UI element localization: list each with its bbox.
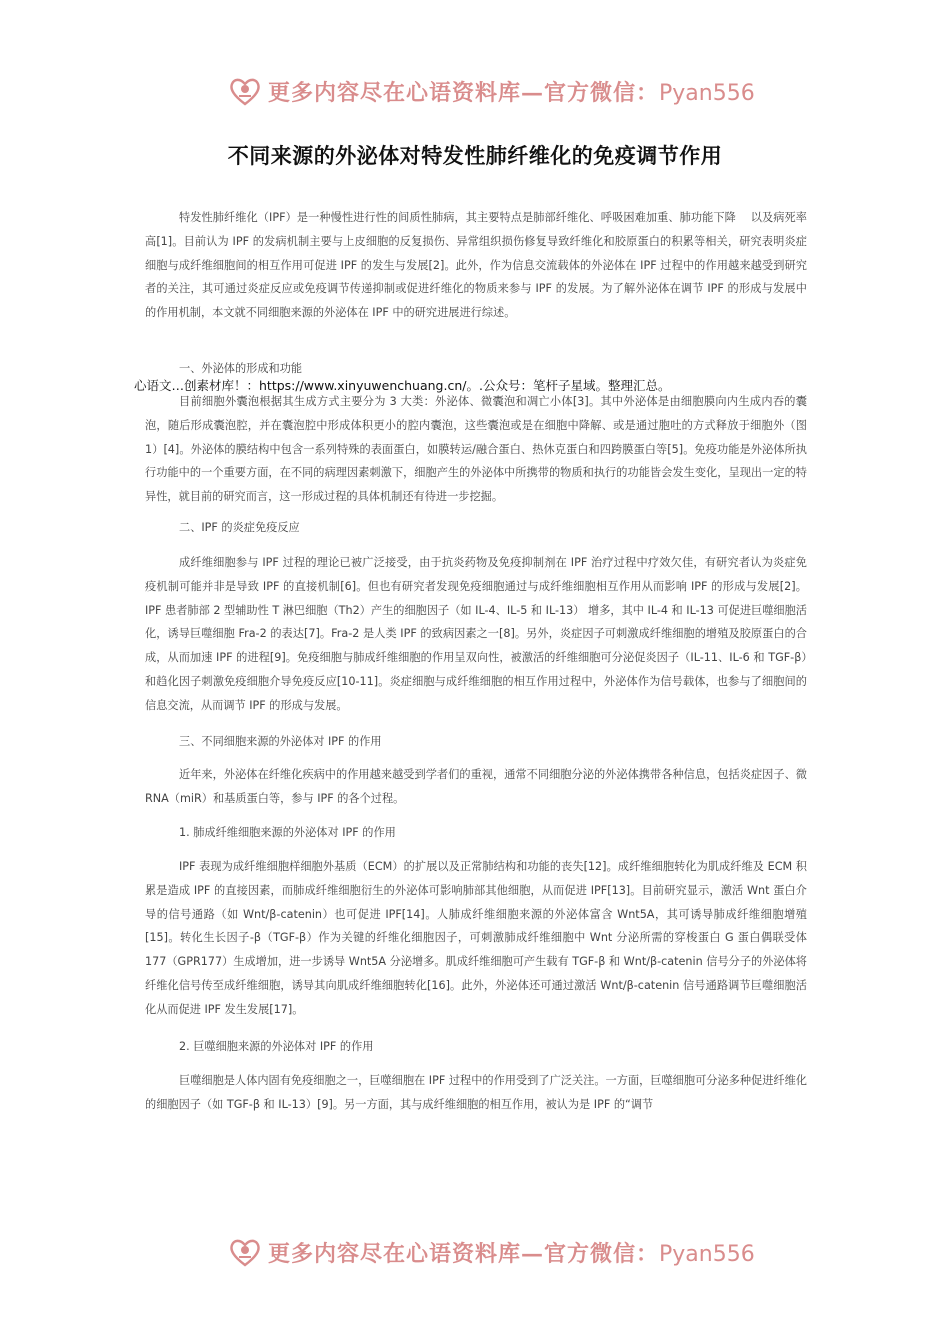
subsection-heading-1: 1. 肺成纤维细胞来源的外泌体对 IPF 的作用 <box>179 826 396 839</box>
subsection-2-paragraph: 巨噬细胞是人体内固有免疫细胞之一，巨噬细胞在 IPF 过程中的作用受到了广泛关注。一方面，巨噬细胞可分泌多种促进纤维化的细胞因子（如 TGF-β 和 IL-13）[9]。另一方面，其与成纤维细胞的相互作用，被认为是 IPF 的“调节 <box>145 1074 807 1111</box>
footer-banner <box>0 1233 950 1273</box>
section-1-paragraph: 目前细胞外囊泡根据其生成方式主要分为 3 大类：外泌体、微囊泡和凋亡小体[3]。其中外泌体是由细胞膜向内生成内吞的囊泡，随后形成囊泡腔，并在囊泡腔中形成体积更小的腔内囊泡，这些囊泡或是在细胞中降解、或是通过胞吐的方式释放于细胞外（图 1）[4]。外泌体的膜结构中包含一系列特殊的表面蛋白，如膜转运/融合蛋白、热休克蛋白和四跨膜蛋白等[5]。免疫功能是外泌体所执行功能中的一个重要方面，在不同的病理因素刺激下，细胞产生的外泌体中所携带的物质和执行的功能皆会发生变化，呈现出一定的特异性，就目前的研究而言，这一形成过程的具体机制还有待进一步挖掘。 <box>145 395 807 504</box>
wechat-id: Pyan556 <box>659 81 755 106</box>
section-heading-2: 二、IPF 的炎症免疫反应 <box>179 521 300 534</box>
header-banner <box>0 72 950 112</box>
section-2-paragraph: 成纤维细胞参与 IPF 过程的理论已被广泛接受，由于抗炎药物及免疫抑制剂在 IPF 治疗过程中疗效欠佳，有研究者认为炎症免疫机制可能并非是导致 IPF 的直接机制[6]。但也有研究者发现免疫细胞通过与成纤维细胞相互作用从而影响 IPF 的形成与发展[2]。IPF 患者肺部 2 型辅助性 T 淋巴细胞（Th2）产生的细胞因子（如 IL-4、IL-5 和 IL-13） 增多，其中 IL-4 和 IL-13 可促进巨噬细胞活化，诱导巨噬细胞 Fra-2 的表达[7]。Fra-2 是人类 IPF 的致病因素之一[8]。另外，炎症因子可刺激成纤维细胞的增殖及胶原蛋白的合成，从而加速 IPF 的进程[9]。免疫细胞与肺成纤维细胞的作用呈双向性，被激活的纤维细胞可分泌促炎因子（IL-11、IL-6 和 TGF-β）和趋化因子刺激免疫细胞介导免疫反应[10-11]。炎症细胞与成纤维细胞的相互作用过程中，外泌体作为信号载体，也参与了细胞间的信息交流，从而调节 IPF 的形成与发展。 <box>145 556 807 712</box>
section-heading-3: 三、不同细胞来源的外泌体对 IPF 的作用 <box>179 735 382 748</box>
intro-paragraph: 特发性肺纤维化（IPF）是一种慢性进行性的间质性肺病，其主要特点是肺部纤维化、呼吸困难加重、肺功能下降 以及病死率高[1]。目前认为 IPF 的发病机制主要与上皮细胞的反复损伤、异常组织损伤修复导致纤维化和胶原蛋白的积累等相关，研究表明炎症细胞与成纤维细胞间的相互作用可促进 IPF 的发生与发展[2]。此外，作为信息交流载体的外泌体在 IPF 过程中的作用越来越受到研究者的关注，其可通过炎症反应或免疫调节传递抑制或促进纤维化的物质来参与 IPF 的发展。为了解外泌体在调节 IPF 的形成与发展中的作用机制，本文就不同细胞来源的外泌体在 IPF 中的研究进展进行综述。 <box>145 211 807 320</box>
wechat-id: Pyan556 <box>659 1242 755 1267</box>
subsection-1-paragraph: IPF 表现为成纤维细胞样细胞外基质（ECM）的扩展以及正常肺结构和功能的丧失[12]。成纤维细胞转化为肌成纤维及 ECM 积累是造成 IPF 的直接因素，而肺成纤维细胞衍生的外泌体可影响肺部其他细胞，从而促进 IPF[13]。目前研究显示，激活 Wnt 蛋白介导的信号通路（如 Wnt/β-catenin）也可促进 IPF[14]。人肺成纤维细胞来源的外泌体富含 Wnt5A，其可诱导肺成纤维细胞增殖[15]。转化生长因子-β（TGF-β）作为关键的纤维化细胞因子，可刺激肺成纤维细胞中 Wnt 分泌所需的穿梭蛋白 G 蛋白偶联受体 177（GPR177）生成增加，进一步诱导 Wnt5A 分泌增多。肌成纤维细胞可产生载有 TGF-β 和 Wnt/β-catenin 信号分子的外泌体将纤维化信号传至成纤维细胞，诱导其向肌成纤维细胞转化[16]。此外，外泌体还可通过激活 Wnt/β-catenin 信号通路调节巨噬细胞活化从而促进 IPF 发生发展[17]。 <box>145 860 807 1016</box>
section-heading-1: 一、外泌体的形成和功能 <box>179 362 303 375</box>
subsection-heading-2: 2. 巨噬细胞来源的外泌体对 IPF 的作用 <box>179 1040 374 1053</box>
heart-chef-logo-icon <box>228 1235 262 1269</box>
watermark-ad-line: 心语文…创素材库！：https://www.xinyuwenchuang.cn/。.公众号：笔杆子星域。整理汇总。 <box>134 378 671 393</box>
page-title: 不同来源的外泌体对特发性肺纤维化的免疫调节作用 <box>227 144 723 168</box>
banner-text: 更多内容尽在心语资料库—官方微信：Pyan556 <box>268 1241 755 1267</box>
banner-text: 更多内容尽在心语资料库—官方微信：Pyan556 <box>268 80 755 106</box>
section-3-paragraph: 近年来，外泌体在纤维化疾病中的作用越来越受到学者们的重视，通常不同细胞分泌的外泌体携带各种信息，包括炎症因子、微 RNA（miR）和基质蛋白等，参与 IPF 的各个过程。 <box>145 768 807 805</box>
heart-chef-logo-icon <box>228 74 262 108</box>
